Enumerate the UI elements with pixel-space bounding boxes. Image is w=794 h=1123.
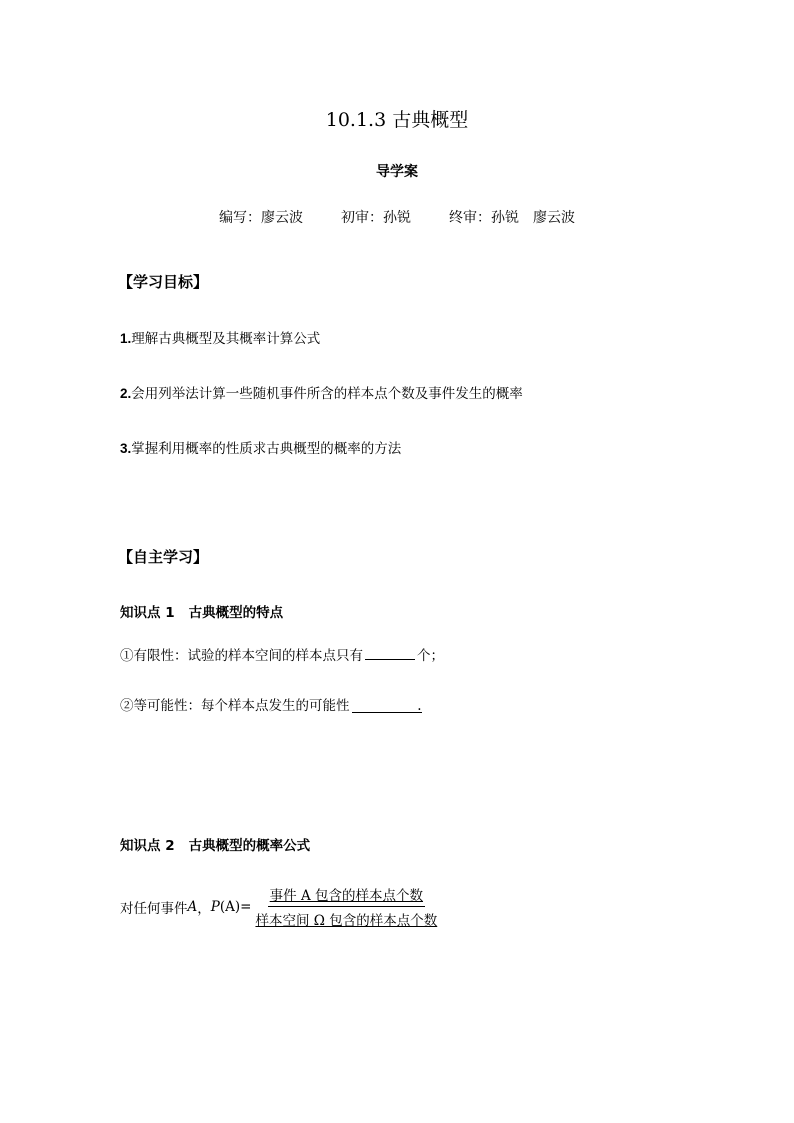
fill-blank-2[interactable] [352, 698, 422, 713]
formula-comma: ， [197, 900, 211, 917]
knowledge-point-2-heading [120, 834, 310, 854]
formula-p: P [210, 898, 220, 915]
kp1-line2-text: ②等可能性：每个样本点发生的可能性 [120, 698, 350, 714]
authors-line [0, 207, 794, 227]
author-final-review: 终审：孙锐 [449, 210, 519, 226]
goal-num: 3. [120, 441, 132, 456]
kp1-line-1 [120, 644, 444, 664]
kp-label: 知识点 1 [120, 605, 175, 621]
formula-numerator: 事件 A 包含的样本点个数 [268, 884, 425, 907]
kp1-line2-suffix: . [417, 698, 422, 714]
kp1-line1-text: ①有限性：试验的样本空间的样本点只有 [120, 648, 363, 664]
author-final-review-extra: 廖云波 [533, 210, 575, 226]
goals-heading: 【学习目标】 [118, 273, 209, 291]
self-study-heading: 【自主学习】 [118, 548, 209, 566]
kp-label: 知识点 2 [120, 838, 175, 854]
goal-num: 2. [120, 386, 132, 401]
kp-title: 古典概型的特点 [188, 605, 284, 621]
goal-item-2 [120, 382, 523, 402]
fill-blank-1[interactable] [365, 646, 415, 661]
goal-item-3 [120, 437, 401, 457]
author-first-review: 初审：孙锐 [341, 210, 411, 226]
page-subtitle: 导学案 [376, 164, 418, 180]
formula-denominator: 样本空间 Ω 包含的样本点个数 [255, 913, 438, 929]
kp1-line1-suffix: 个； [417, 648, 444, 664]
goal-item-1 [120, 327, 320, 347]
goal-num: 1. [120, 331, 132, 346]
kp1-line-2 [120, 694, 424, 714]
formula-var-a: A [187, 898, 198, 915]
probability-formula [120, 884, 439, 929]
formula-paren: (A)= [219, 898, 252, 915]
page-title: 10.1.3 古典概型 [325, 109, 469, 131]
goal-text: 会用列举法计算一些随机事件所含的样本点个数及事件发生的概率 [131, 386, 523, 402]
kp-title: 古典概型的概率公式 [188, 838, 311, 854]
author-editor: 编写：廖云波 [219, 210, 303, 226]
goal-text: 理解古典概型及其概率计算公式 [131, 331, 321, 347]
formula-fraction [253, 884, 439, 929]
formula-prefix: 对任何事件 [120, 900, 188, 917]
goal-text: 掌握利用概率的性质求古典概型的概率的方法 [131, 441, 402, 457]
knowledge-point-1-heading [120, 601, 283, 621]
